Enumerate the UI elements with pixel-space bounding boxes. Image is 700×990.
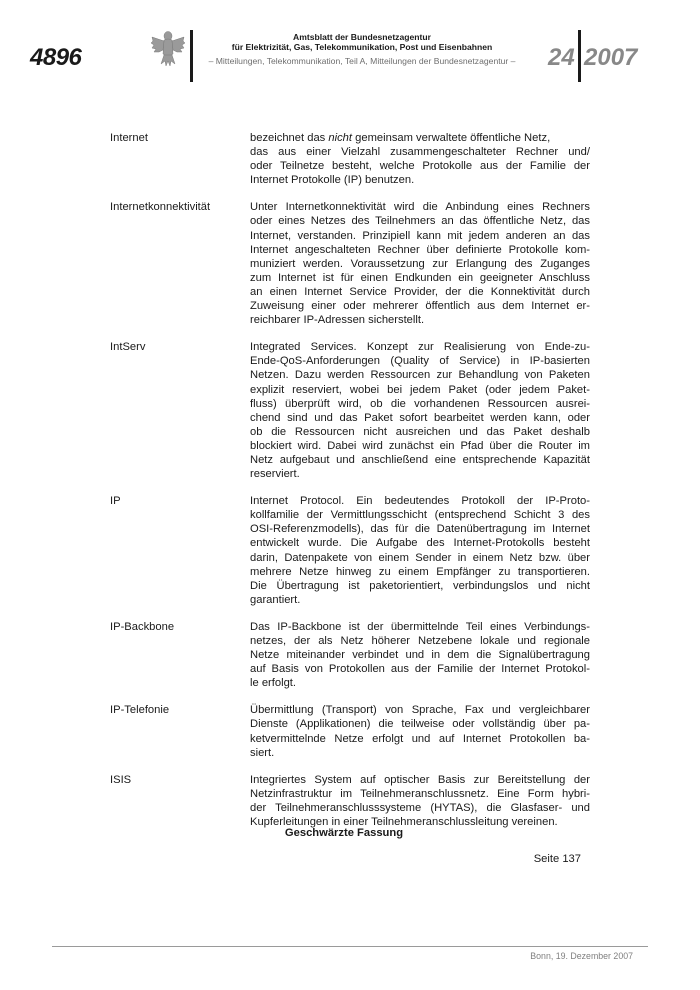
glossary-term: Internet (110, 132, 148, 144)
definition-line: Internet Protokolle (IP) benutzen. (250, 174, 415, 187)
definition-line: Internet Protocol. Ein bedeutendes Protokoll der IP-Proto- (250, 495, 590, 508)
definition-line: reserviert. (250, 468, 300, 481)
definition-line: garantiert. (250, 593, 301, 606)
definition-line: ketvermittelnde Netze erfolgt und auf Internet Protokollen ba- (250, 732, 590, 745)
definition-line: Übermittlung (Transport) von Sprache, Fax und vergleichbarer (250, 704, 590, 717)
definition-text: bezeichnet das (250, 132, 329, 144)
definition-line: muniziert werden. Voraussetzung zur Erlangung des Zuganges (250, 257, 590, 270)
definition-line: oder Teilnetze besteht, welche Protokolle aus der Familie der (250, 160, 590, 173)
definition-line (250, 131, 590, 145)
definition-line: ob die Ressourcen nicht ausreichen und das Paket deshalb (250, 425, 590, 438)
glossary-entry (110, 131, 590, 187)
definition-line: blockiert wird. Dabei wird zunächst ein Pfad über die Router im (250, 439, 590, 452)
glossary-definition (250, 494, 590, 607)
definition-line: Internet, verstanden. Prinzipiell kann mit jedem anderen an das (250, 229, 590, 242)
footer-rule (52, 946, 648, 947)
glossary-definition (250, 131, 590, 187)
glossary-entry (110, 703, 590, 759)
dateline: Bonn, 19. Dezember 2007 (530, 951, 633, 961)
definition-line: Zuweisung einer oder mehrerer öffentlich aus dem Internet er- (250, 300, 590, 313)
definition-line: Integrated Services. Konzept zur Realisierung von Ende-zu- (250, 341, 590, 354)
gazette-title-line-1: Amtsblatt der Bundesnetzagentur (293, 32, 431, 42)
definition-line: Internet angeschalteten Rechner über definierte Protokolle kom- (250, 243, 590, 256)
federal-eagle-icon (150, 28, 186, 72)
gazette-title-line-2: für Elektrizität, Gas, Telekommunikation, Post und Eisenbahnen (231, 42, 493, 53)
glossary-entry (110, 620, 590, 690)
glossary-entry (110, 773, 590, 829)
definition-line: explizit reserviert, wobei bei jedem Paket (oder jedem Paket- (250, 383, 590, 396)
issue-divider (578, 30, 581, 82)
glossary-term: IntServ (110, 341, 146, 354)
definition-line: Netzinfrastruktur im Teilnehmeranschlussnetz. Eine Form hybri- (250, 787, 590, 800)
glossary-definition (250, 200, 590, 327)
gazette-title (196, 32, 528, 53)
gazette-subtitle: – Mitteilungen, Telekommunikation, Teil A, Mitteilungen der Bundesnetzagentur – (208, 56, 516, 66)
definition-emphasis: nicht (328, 132, 353, 144)
definition-line: Unter Internetkonnektivität wird die Anbindung eines Rechners (250, 201, 590, 214)
header-divider (190, 30, 193, 82)
glossary-definition (250, 620, 590, 690)
page-label: Seite 137 (533, 853, 581, 865)
definition-line: fluss) überprüft wird, ob die vorhandenen Ressourcen ausrei- (250, 397, 590, 410)
definition-line: Netzen. Dazu werden Ressourcen zur Behandlung von Paketen (250, 369, 590, 382)
definition-line: reichbarer IP-Adressen sicherstellt. (250, 314, 425, 327)
definition-line: Netz aufgebaut und anschließend eine entsprechende Kapazität (250, 453, 590, 466)
issue-number: 24 (548, 44, 575, 71)
issue-year: 2007 (584, 44, 638, 71)
definition-line: netzes, der als Netz höherer Netzebene lokale und regionale (250, 635, 590, 647)
page-number: 4896 (30, 44, 82, 71)
definition-line: Ende-QoS-Anforderungen (Quality of Service) in IP-basierten (250, 355, 590, 368)
redaction-note-text: Geschwärzte Fassung (284, 827, 404, 839)
definition-line: kollfamilie der Vermittlungsschicht (entsprechend Schicht 3 des (250, 509, 590, 522)
definition-line: Das IP-Backbone ist der übermittelnde Teil eines Verbindungs- (250, 620, 590, 633)
glossary-term: ISIS (110, 773, 132, 786)
glossary-term: IP-Telefonie (110, 704, 170, 717)
glossary-term: Internetkonnektivität (110, 201, 211, 214)
definition-line: Integriertes System auf optischer Basis zur Bereitstellung der (250, 773, 590, 786)
glossary-entry (110, 494, 590, 607)
definition-line: der Teilnehmeranschlusssysteme (HYTAS), die Glasfaser- und (250, 801, 590, 814)
redaction-note (0, 827, 700, 839)
definition-line: le erfolgt. (250, 677, 297, 690)
glossary-entry (110, 200, 590, 327)
definition-line: darin, Datenpakete von einem Sender in einem Netz bzw. über (250, 551, 590, 564)
glossary-definition (250, 340, 590, 481)
definition-line: Kupferleitungen in einer Teilnehmeranschlussleitung vereinen. (250, 816, 558, 829)
definition-line: oder eines Netzes des Teilnehmers an das öffentliche Netz, das (250, 215, 590, 228)
glossary-definition (250, 703, 590, 759)
definition-line: Dienste (Applikationen) die teilweise oder vollständig über pa- (250, 718, 590, 731)
glossary-entry (110, 340, 590, 481)
definition-line: entwickelt wurde. Die Aufgabe des Internet-Protokolls besteht (250, 537, 590, 550)
definition-text: gemeinsam verwaltete öffentliche Netz, (352, 132, 551, 144)
glossary-definition (250, 773, 590, 829)
definition-line: Netze miteinander verbindet und in dem die Signalübertragung (250, 649, 590, 662)
glossary-term: IP-Backbone (110, 620, 175, 633)
definition-line: siert. (250, 746, 275, 759)
definition-line: chend sind und das Paket sofort bearbeitet werden kann, oder (250, 411, 590, 424)
definition-line: auf Basis von Protokollen aus der Familie der Internet Protokol- (250, 663, 590, 676)
definition-line: OSI-Referenzmodells), das für die Datenübertragung im Internet (250, 523, 590, 536)
definition-line: an einen Internet Service Provider, der die Konnektivität durch (250, 285, 590, 298)
definition-line: Die Übertragung ist paketorientiert, verbindungslos und nicht (250, 579, 590, 592)
glossary-term: IP (110, 495, 121, 508)
definition-line: zum Internet ist für einen Endkunden ein geeigneter Anschluss (250, 271, 590, 284)
definition-line: das aus einer Vielzahl zusammengeschalteter Rechner und/ (250, 146, 590, 159)
glossary-list (110, 131, 590, 842)
definition-line: mehrere Netze hinweg zu einem Empfänger zu transportieren. (250, 565, 590, 578)
